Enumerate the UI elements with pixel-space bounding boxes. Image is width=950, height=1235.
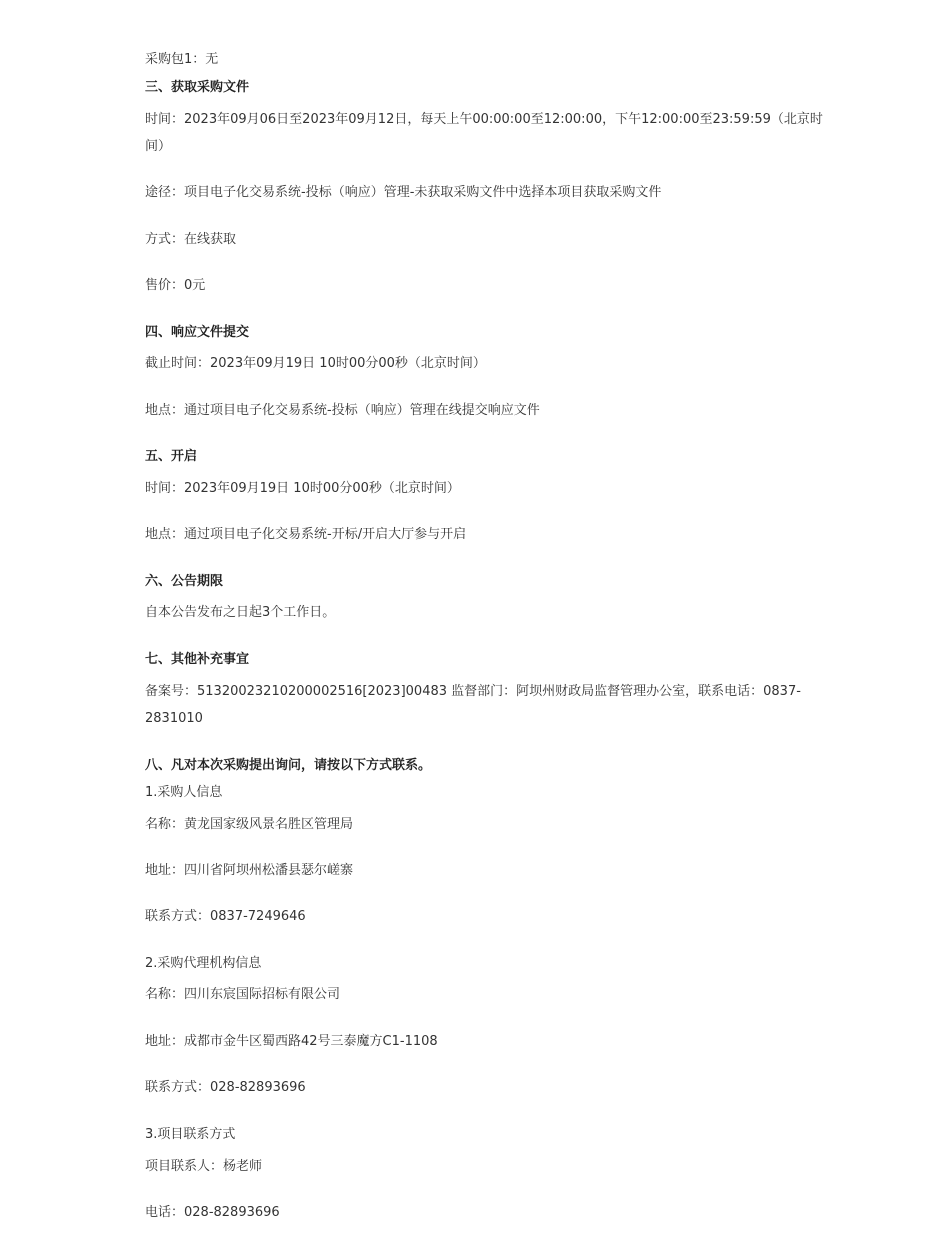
agency-contact: 联系方式：028-82893696: [145, 1080, 306, 1095]
section-3-title: 三、获取采购文件: [145, 80, 250, 95]
section-3-route: 途径：项目电子化交易系统-投标（响应）管理-未获取采购文件中选择本项目获取采购文件: [145, 185, 662, 200]
purchaser-name: 名称：黄龙国家级风景名胜区管理局: [145, 817, 354, 832]
agency-name: 名称：四川东宸国际招标有限公司: [145, 987, 341, 1002]
section-3-method: 方式：在线获取: [145, 232, 237, 247]
section-3-time: 时间：2023年09月06日至2023年09月12日，每天上午00:00:00至12:00:00，下午12:00:00至23:59:59（北京时间）: [145, 112, 823, 154]
project-heading: 3.项目联系方式: [145, 1127, 236, 1142]
agency-address: 地址：成都市金牛区蜀西路42号三泰魔方C1-1108: [145, 1034, 438, 1049]
package-line: 采购包1：无: [145, 52, 219, 67]
section-5-time: 时间：2023年09月19日 10时00分00秒（北京时间）: [145, 481, 460, 496]
section-4-deadline: 截止时间：2023年09月19日 10时00分00秒（北京时间）: [145, 356, 486, 371]
purchaser-heading: 1.采购人信息: [145, 785, 223, 800]
agency-heading: 2.采购代理机构信息: [145, 956, 262, 971]
section-4-title: 四、响应文件提交: [145, 325, 250, 340]
section-3-price: 售价：0元: [145, 278, 206, 293]
purchaser-address: 地址：四川省阿坝州松潘县瑟尔嵯寨: [145, 863, 354, 878]
section-5-place: 地点：通过项目电子化交易系统-开标/开启大厅参与开启: [145, 527, 467, 542]
section-8-title: 八、凡对本次采购提出询问，请按以下方式联系。: [145, 758, 432, 773]
section-7-title: 七、其他补充事宜: [145, 652, 250, 667]
purchaser-contact: 联系方式：0837-7249646: [145, 909, 306, 924]
section-6-title: 六、公告期限: [145, 574, 224, 589]
project-person: 项目联系人：杨老师: [145, 1159, 263, 1174]
project-phone: 电话：028-82893696: [145, 1205, 280, 1220]
section-7-text: 备案号：51320023210200002516[2023]00483 监督部门：阿坝州财政局监督管理办公室，联系电话：0837-2831010: [145, 684, 801, 726]
section-5-title: 五、开启: [145, 449, 198, 464]
section-4-place: 地点：通过项目电子化交易系统-投标（响应）管理在线提交响应文件: [145, 403, 540, 418]
section-6-text: 自本公告发布之日起3个工作日。: [145, 605, 336, 620]
